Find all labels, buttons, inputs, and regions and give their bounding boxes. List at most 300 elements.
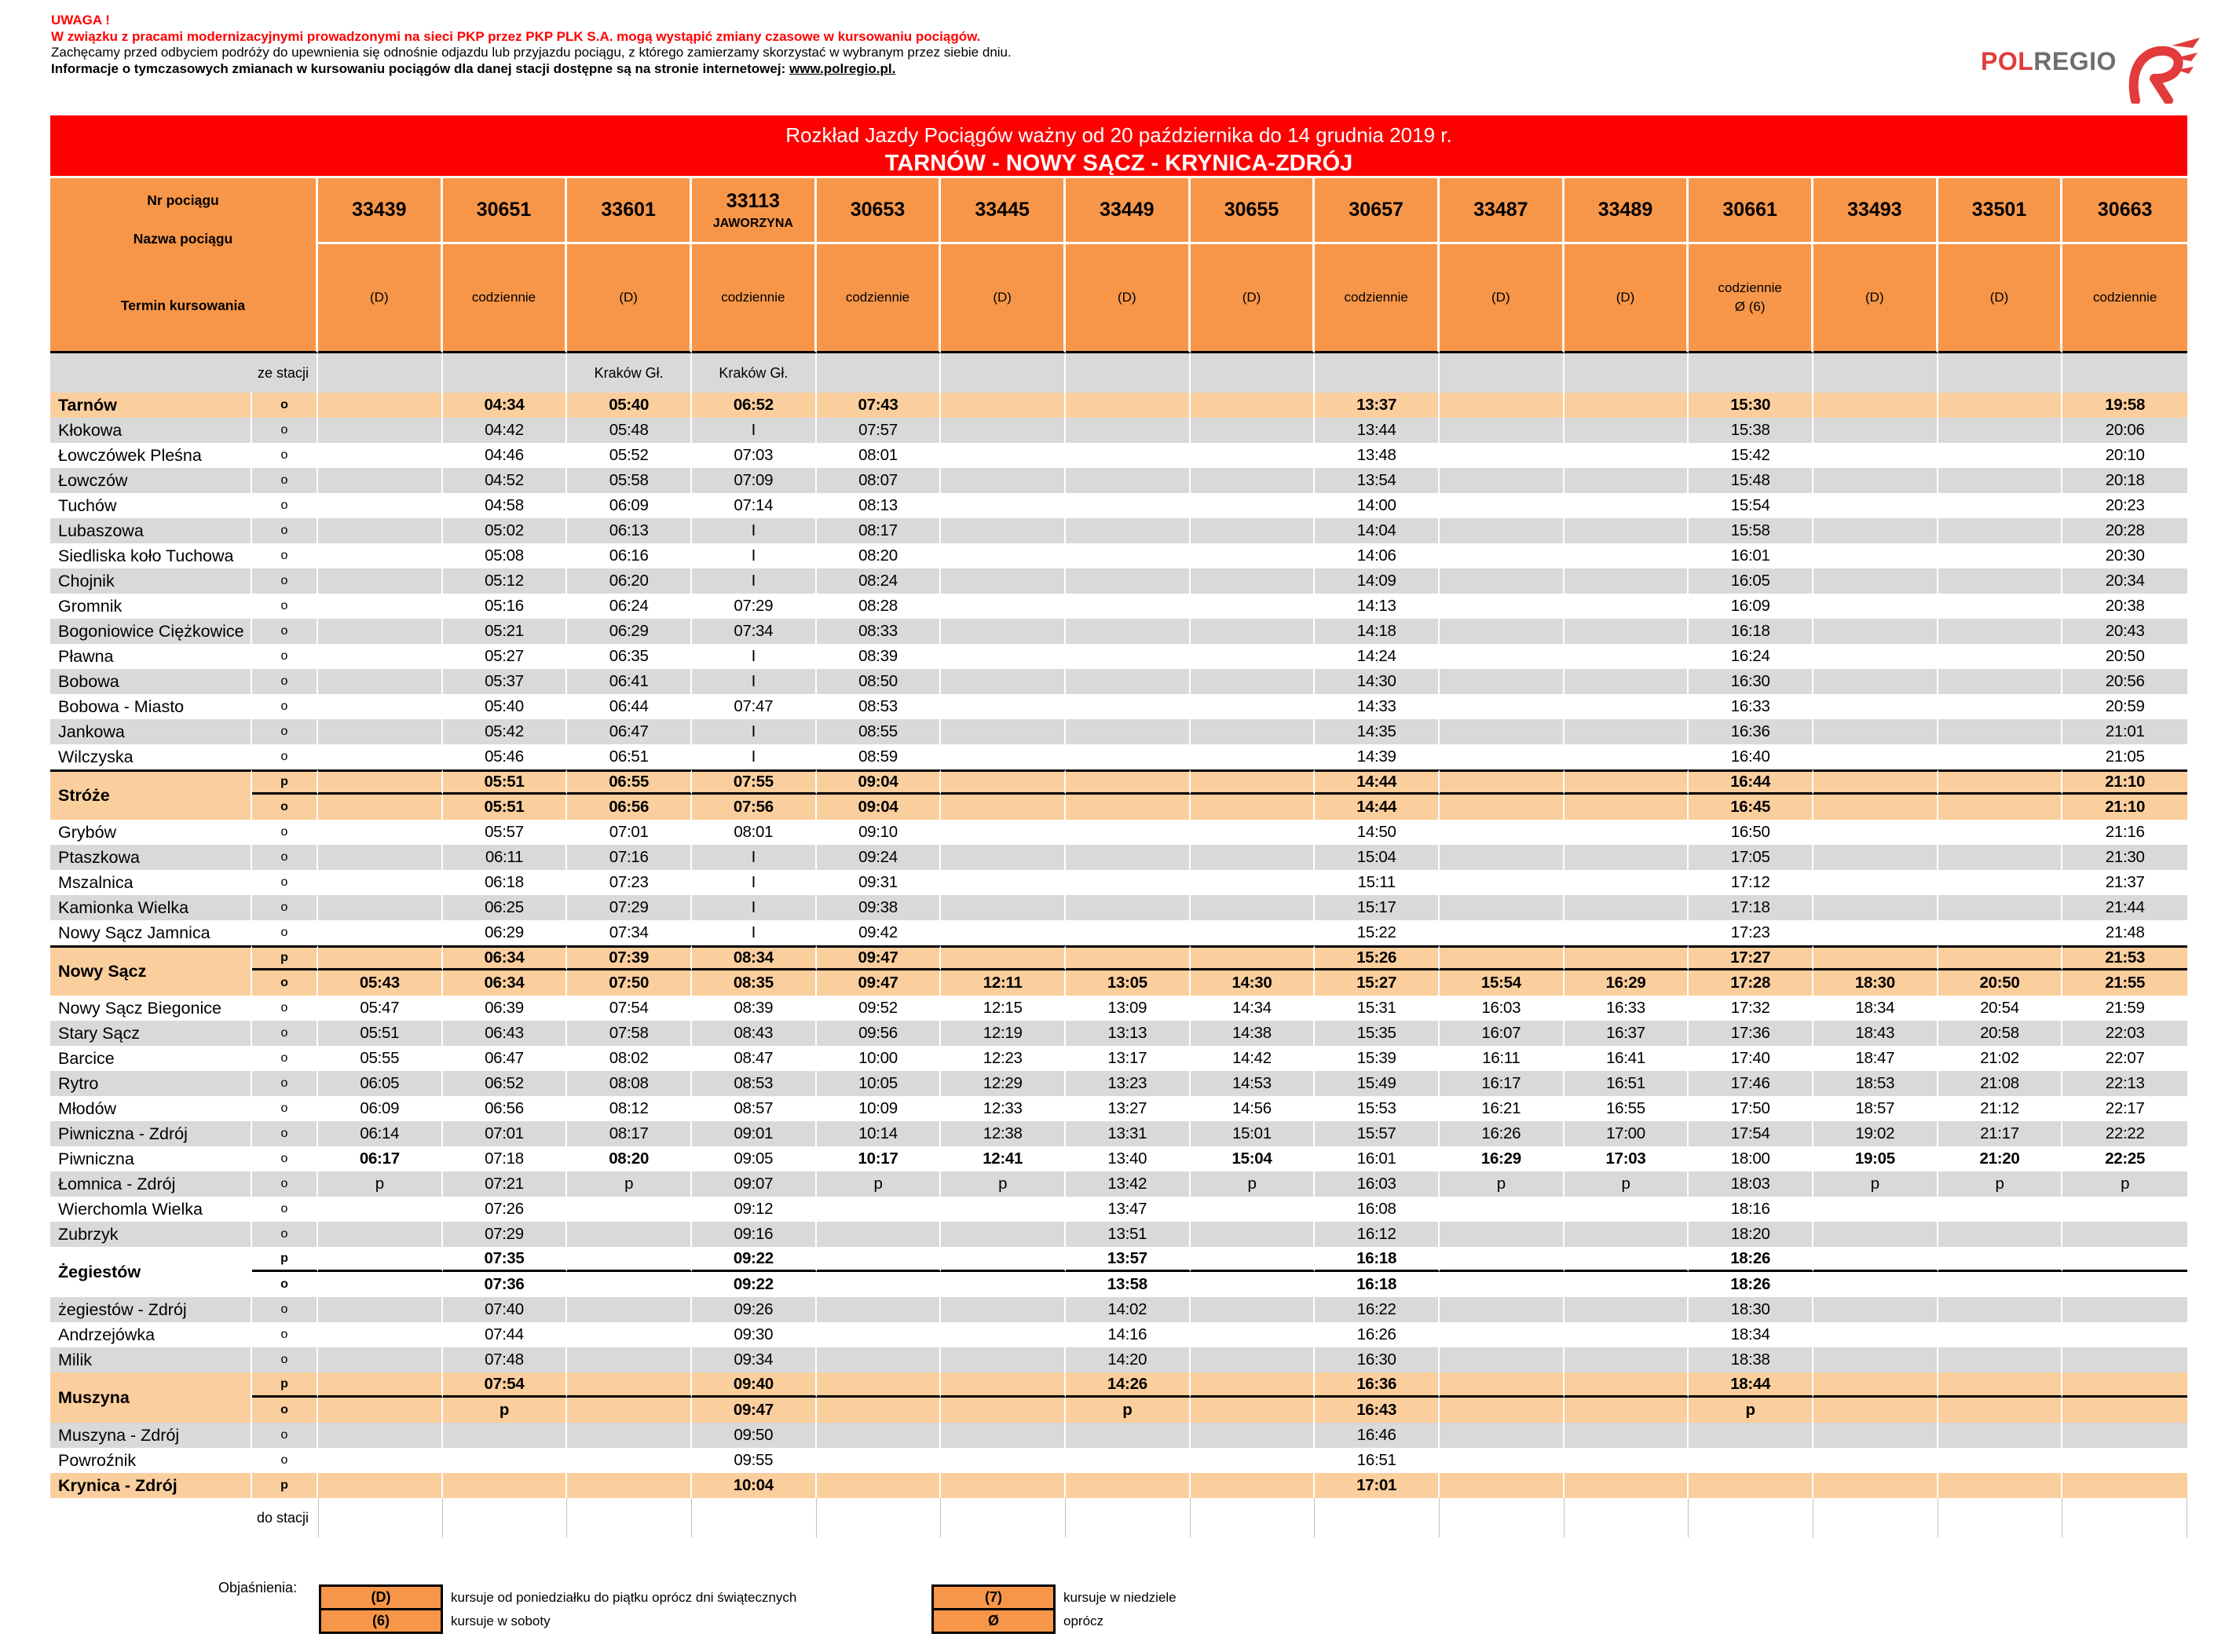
time-cell: [1191, 820, 1316, 845]
time-cell: 10:00: [817, 1046, 942, 1071]
time-cell: [941, 568, 1066, 594]
train-number-label: 33601: [601, 199, 656, 221]
time-cell: [941, 1448, 1066, 1473]
origin-cell: [1564, 353, 1689, 393]
time-cell: [318, 1272, 443, 1297]
time-cell: 14:24: [1315, 644, 1440, 669]
time-cell: [1813, 845, 1938, 870]
time-cell: [1813, 543, 1938, 568]
train-schedule-30657: [1315, 244, 1440, 353]
uwaga-line: UWAGA !: [51, 13, 110, 27]
time-cell: 05:02: [443, 518, 568, 543]
time-cell: [1813, 769, 1938, 795]
train-number-label: 33449: [1100, 199, 1155, 221]
time-cell: 05:57: [443, 820, 568, 845]
time-cell: [941, 1272, 1066, 1297]
time-cell: 09:50: [692, 1423, 817, 1448]
time-cell: 17:40: [1689, 1046, 1813, 1071]
time-cell: [1564, 669, 1689, 694]
time-cell: [1191, 518, 1316, 543]
time-cell: 06:29: [567, 619, 692, 644]
time-cell: 06:20: [567, 568, 692, 594]
stop-type-cell: o: [252, 1272, 318, 1297]
time-cell: [318, 1222, 443, 1247]
train-number-30663: [2062, 178, 2187, 244]
time-cell: 04:42: [443, 418, 568, 443]
time-cell: 17:36: [1689, 1021, 1813, 1046]
time-cell: [1564, 1423, 1689, 1448]
time-cell: 07:36: [443, 1272, 568, 1297]
time-cell: [1564, 1398, 1689, 1423]
time-cell: 18:43: [1813, 1021, 1938, 1046]
time-cell: [817, 1272, 942, 1297]
time-cell: [1938, 543, 2063, 568]
time-cell: 21:08: [1938, 1071, 2063, 1096]
time-cell: [318, 945, 443, 970]
time-cell: [1440, 1247, 1564, 1272]
dest-cell: [941, 1498, 1066, 1537]
time-cell: [1938, 418, 2063, 443]
time-cell: [1191, 769, 1316, 795]
time-cell: [1564, 1297, 1689, 1322]
time-cell: [1440, 568, 1564, 594]
time-cell: [1066, 820, 1191, 845]
time-cell: [567, 1197, 692, 1222]
time-cell: 20:10: [2062, 443, 2187, 468]
time-cell: 08:20: [817, 543, 942, 568]
time-cell: 15:04: [1315, 845, 1440, 870]
station-name-cell: Chojnik: [50, 568, 252, 594]
station-name-cell: Powroźnik: [50, 1448, 252, 1473]
time-cell: 16:03: [1440, 996, 1564, 1021]
stop-type-cell: o: [252, 795, 318, 820]
time-cell: [941, 795, 1066, 820]
station-name-cell: Zubrzyk: [50, 1222, 252, 1247]
time-cell: p: [1066, 1398, 1191, 1423]
time-cell: 07:34: [567, 920, 692, 945]
origin-cell: [443, 353, 568, 393]
time-cell: 07:40: [443, 1297, 568, 1322]
time-cell: [941, 744, 1066, 769]
time-cell: 06:11: [443, 845, 568, 870]
station-name-cell: Muszyna: [50, 1372, 252, 1423]
time-cell: [1191, 1222, 1316, 1247]
train-number-label: 30657: [1349, 199, 1403, 221]
time-cell: 07:01: [443, 1121, 568, 1146]
station-name-cell: Ptaszkowa: [50, 845, 252, 870]
stop-type-cell: o: [252, 644, 318, 669]
time-cell: 06:13: [567, 518, 692, 543]
time-cell: [1191, 1473, 1316, 1498]
time-cell: 05:52: [567, 443, 692, 468]
time-cell: 15:57: [1315, 1121, 1440, 1146]
time-cell: [1564, 568, 1689, 594]
time-cell: [1191, 870, 1316, 895]
time-cell: 05:27: [443, 644, 568, 669]
time-cell: 18:26: [1689, 1247, 1813, 1272]
time-cell: [1191, 393, 1316, 418]
train-number-label: 33501: [1971, 199, 2027, 221]
time-cell: [1191, 719, 1316, 744]
time-cell: 07:39: [567, 945, 692, 970]
time-cell: [1564, 920, 1689, 945]
station-name-cell: Kamionka Wielka: [50, 895, 252, 920]
title-validity: Rozkład Jazdy Pociągów ważny od 20 października do 14 grudnia 2019 r.: [785, 123, 1452, 147]
stop-type-cell: o: [252, 970, 318, 996]
stop-type-cell: o: [252, 719, 318, 744]
schedule-label: codziennie: [721, 290, 785, 305]
dest-cell: [1191, 1498, 1316, 1537]
station-name-cell: Tarnów: [50, 393, 252, 418]
time-cell: 15:54: [1440, 970, 1564, 996]
time-cell: 15:30: [1689, 393, 1813, 418]
time-cell: [1938, 393, 2063, 418]
stop-type-cell: p: [252, 945, 318, 970]
time-cell: [1191, 1372, 1316, 1398]
time-cell: 18:38: [1689, 1347, 1813, 1372]
time-cell: 09:12: [692, 1197, 817, 1222]
train-number-33493: [1813, 178, 1938, 244]
time-cell: [1066, 769, 1191, 795]
time-cell: 18:16: [1689, 1197, 1813, 1222]
time-cell: 20:38: [2062, 594, 2187, 619]
time-cell: [1938, 493, 2063, 518]
time-cell: [2062, 1197, 2187, 1222]
time-cell: 09:30: [692, 1322, 817, 1347]
dest-cell: [2062, 1498, 2187, 1537]
time-cell: [1564, 468, 1689, 493]
time-cell: 07:21: [443, 1171, 568, 1197]
train-schedule-30661: [1689, 244, 1813, 353]
time-cell: [1066, 468, 1191, 493]
time-cell: [1813, 920, 1938, 945]
time-cell: [1191, 744, 1316, 769]
time-cell: [318, 870, 443, 895]
station-name-cell: Stróże: [50, 769, 252, 820]
time-cell: I: [692, 518, 817, 543]
time-cell: [941, 945, 1066, 970]
time-cell: [1813, 393, 1938, 418]
time-cell: 16:51: [1315, 1448, 1440, 1473]
time-cell: 22:07: [2062, 1046, 2187, 1071]
time-cell: [1191, 845, 1316, 870]
time-cell: [1066, 644, 1191, 669]
time-cell: 08:01: [692, 820, 817, 845]
time-cell: 10:17: [817, 1146, 942, 1171]
time-cell: [1564, 1247, 1689, 1272]
stop-type-cell: o: [252, 1222, 318, 1247]
time-cell: 09:34: [692, 1347, 817, 1372]
time-cell: [1813, 1322, 1938, 1347]
time-cell: [443, 1423, 568, 1448]
time-cell: [1440, 1297, 1564, 1322]
time-cell: 04:46: [443, 443, 568, 468]
train-name-label: JAWORZYNA: [712, 216, 793, 230]
origin-cell: [817, 353, 942, 393]
time-cell: [1813, 1247, 1938, 1272]
time-cell: [567, 1272, 692, 1297]
time-cell: 08:34: [692, 945, 817, 970]
time-cell: 22:22: [2062, 1121, 2187, 1146]
time-cell: [1938, 1372, 2063, 1398]
legend-text: kursuje od poniedziałku do piątku oprócz dni świątecznych: [451, 1589, 797, 1605]
time-cell: [1440, 468, 1564, 493]
time-cell: 14:00: [1315, 493, 1440, 518]
time-cell: 07:54: [443, 1372, 568, 1398]
time-cell: 14:16: [1066, 1322, 1191, 1347]
time-cell: 07:44: [443, 1322, 568, 1347]
time-cell: [941, 443, 1066, 468]
time-cell: [1066, 518, 1191, 543]
time-cell: 09:04: [817, 769, 942, 795]
time-cell: 14:38: [1191, 1021, 1316, 1046]
time-cell: 16:26: [1440, 1121, 1564, 1146]
stop-type-cell: o: [252, 845, 318, 870]
time-cell: 06:24: [567, 594, 692, 619]
time-cell: 18:30: [1689, 1297, 1813, 1322]
time-cell: 16:05: [1689, 568, 1813, 594]
time-cell: [1938, 1222, 2063, 1247]
time-cell: [1191, 594, 1316, 619]
train-number-30657: [1315, 178, 1440, 244]
time-cell: [318, 493, 443, 518]
time-cell: 09:04: [817, 795, 942, 820]
time-cell: [2062, 1473, 2187, 1498]
time-cell: 09:52: [817, 996, 942, 1021]
time-cell: 16:21: [1440, 1096, 1564, 1121]
time-cell: [1938, 744, 2063, 769]
time-cell: 08:08: [567, 1071, 692, 1096]
time-cell: 08:55: [817, 719, 942, 744]
time-cell: 08:57: [692, 1096, 817, 1121]
station-name-cell: Milik: [50, 1347, 252, 1372]
stop-type-cell: o: [252, 669, 318, 694]
time-cell: [1564, 1222, 1689, 1247]
time-cell: [1813, 1448, 1938, 1473]
time-cell: 09:24: [817, 845, 942, 870]
time-cell: 16:18: [1315, 1247, 1440, 1272]
time-cell: [1066, 895, 1191, 920]
time-cell: 06:47: [567, 719, 692, 744]
time-cell: 16:08: [1315, 1197, 1440, 1222]
time-cell: 15:42: [1689, 443, 1813, 468]
station-name-cell: Nowy Sącz: [50, 945, 252, 996]
time-cell: 12:11: [941, 970, 1066, 996]
time-cell: 07:56: [692, 795, 817, 820]
stop-type-cell: o: [252, 1046, 318, 1071]
time-cell: [1066, 1423, 1191, 1448]
time-cell: [941, 845, 1066, 870]
time-cell: 06:34: [443, 970, 568, 996]
stop-type-cell: o: [252, 870, 318, 895]
time-cell: 15:01: [1191, 1121, 1316, 1146]
time-cell: 10:05: [817, 1071, 942, 1096]
stop-type-cell: p: [252, 1247, 318, 1272]
time-cell: 13:09: [1066, 996, 1191, 1021]
time-cell: 14:35: [1315, 719, 1440, 744]
dest-cell: [1066, 1498, 1191, 1537]
train-number-label: 33489: [1597, 199, 1653, 221]
time-cell: [941, 769, 1066, 795]
time-cell: 17:05: [1689, 845, 1813, 870]
time-cell: [1564, 393, 1689, 418]
time-cell: [1813, 895, 1938, 920]
time-cell: [1938, 1322, 2063, 1347]
time-cell: [1440, 543, 1564, 568]
time-cell: 21:48: [2062, 920, 2187, 945]
time-cell: 09:56: [817, 1021, 942, 1046]
time-cell: [1938, 920, 2063, 945]
time-cell: 21:01: [2062, 719, 2187, 744]
time-cell: 18:00: [1689, 1146, 1813, 1171]
time-cell: [318, 1448, 443, 1473]
schedule-label: (D): [1989, 290, 2009, 305]
time-cell: [941, 920, 1066, 945]
time-cell: [1440, 820, 1564, 845]
dest-cell: [567, 1498, 692, 1537]
time-cell: 21:20: [1938, 1146, 2063, 1171]
time-cell: [1440, 870, 1564, 895]
time-cell: [817, 1448, 942, 1473]
time-cell: [1813, 744, 1938, 769]
time-cell: 16:12: [1315, 1222, 1440, 1247]
time-cell: [1813, 418, 1938, 443]
time-cell: 16:46: [1315, 1423, 1440, 1448]
train-schedule-33487: [1440, 244, 1564, 353]
time-cell: [1938, 1247, 2063, 1272]
time-cell: 13:57: [1066, 1247, 1191, 1272]
dest-cell: [1440, 1498, 1564, 1537]
train-schedule-33439: [318, 244, 443, 353]
time-cell: 08:59: [817, 744, 942, 769]
time-cell: 08:53: [692, 1071, 817, 1096]
time-cell: [1066, 694, 1191, 719]
schedule-label: (D): [1865, 290, 1884, 305]
time-cell: 15:27: [1315, 970, 1440, 996]
time-cell: 14:44: [1315, 769, 1440, 795]
station-name-cell: Łowczówek Pleśna: [50, 443, 252, 468]
time-cell: [1813, 1423, 1938, 1448]
time-cell: 20:34: [2062, 568, 2187, 594]
time-cell: 21:59: [2062, 996, 2187, 1021]
time-cell: [941, 1197, 1066, 1222]
dest-cell: [1564, 1498, 1689, 1537]
stop-type-cell: o: [252, 418, 318, 443]
time-cell: [1813, 1222, 1938, 1247]
nazwa-pociagu-label: Nazwa pociągu: [133, 231, 233, 247]
time-cell: [1938, 619, 2063, 644]
time-cell: 22:25: [2062, 1146, 2187, 1171]
legend-symbol: Ø: [931, 1608, 1056, 1634]
time-cell: [1938, 945, 2063, 970]
time-cell: 15:31: [1315, 996, 1440, 1021]
time-cell: [1938, 1473, 2063, 1498]
time-cell: [2062, 1347, 2187, 1372]
stop-type-cell: o: [252, 820, 318, 845]
legend-symbol: (6): [319, 1608, 443, 1634]
time-cell: [567, 1347, 692, 1372]
time-cell: 10:09: [817, 1096, 942, 1121]
time-cell: 17:01: [1315, 1473, 1440, 1498]
time-cell: 18:03: [1689, 1171, 1813, 1197]
time-cell: [1564, 1322, 1689, 1347]
time-cell: [2062, 1222, 2187, 1247]
time-cell: 21:16: [2062, 820, 2187, 845]
time-cell: [941, 1297, 1066, 1322]
time-cell: 07:03: [692, 443, 817, 468]
time-cell: [2062, 1398, 2187, 1423]
time-cell: [1564, 1473, 1689, 1498]
time-cell: [1440, 845, 1564, 870]
time-cell: 12:15: [941, 996, 1066, 1021]
time-cell: [443, 1473, 568, 1498]
time-cell: 21:10: [2062, 795, 2187, 820]
time-cell: 18:34: [1813, 996, 1938, 1021]
time-cell: 14:42: [1191, 1046, 1316, 1071]
station-name-cell: Tuchów: [50, 493, 252, 518]
time-cell: [1440, 945, 1564, 970]
time-cell: [1564, 644, 1689, 669]
time-cell: 06:41: [567, 669, 692, 694]
time-cell: [941, 719, 1066, 744]
time-cell: [1813, 568, 1938, 594]
time-cell: [1564, 1448, 1689, 1473]
header-corner: [50, 178, 318, 353]
time-cell: 15:38: [1689, 418, 1813, 443]
time-cell: 06:09: [318, 1096, 443, 1121]
time-cell: p: [1689, 1398, 1813, 1423]
time-cell: [1813, 468, 1938, 493]
time-cell: 06:56: [567, 795, 692, 820]
time-cell: I: [692, 845, 817, 870]
stop-type-cell: o: [252, 1423, 318, 1448]
time-cell: [817, 1473, 942, 1498]
legend-item: [319, 1584, 796, 1610]
time-cell: 15:48: [1689, 468, 1813, 493]
time-cell: 21:55: [2062, 970, 2187, 996]
time-cell: [1440, 719, 1564, 744]
time-cell: [817, 1423, 942, 1448]
time-cell: 13:54: [1315, 468, 1440, 493]
time-cell: 16:41: [1564, 1046, 1689, 1071]
time-cell: [1938, 568, 2063, 594]
stop-type-cell: o: [252, 1071, 318, 1096]
dest-cell: [817, 1498, 942, 1537]
time-cell: [1938, 1448, 2063, 1473]
origin-cell: [1813, 353, 1938, 393]
stop-type-cell: p: [252, 1372, 318, 1398]
time-cell: [1938, 1272, 2063, 1297]
schedule-label: (D): [1242, 290, 1261, 305]
time-cell: [318, 619, 443, 644]
time-cell: [941, 518, 1066, 543]
time-cell: [1191, 1247, 1316, 1272]
train-number-33487: [1440, 178, 1564, 244]
time-cell: 21:02: [1938, 1046, 2063, 1071]
time-cell: 09:07: [692, 1171, 817, 1197]
time-cell: 15:53: [1315, 1096, 1440, 1121]
time-cell: [1813, 795, 1938, 820]
time-cell: 18:20: [1689, 1222, 1813, 1247]
train-schedule-33493: [1813, 244, 1938, 353]
station-name-cell: Łowczów: [50, 468, 252, 493]
time-cell: [318, 744, 443, 769]
origin-cell: Kraków Gł.: [567, 353, 692, 393]
logo-text-regio: REGIO: [2033, 47, 2117, 75]
time-cell: I: [692, 895, 817, 920]
stop-type-cell: o: [252, 543, 318, 568]
time-cell: 16:36: [1315, 1372, 1440, 1398]
